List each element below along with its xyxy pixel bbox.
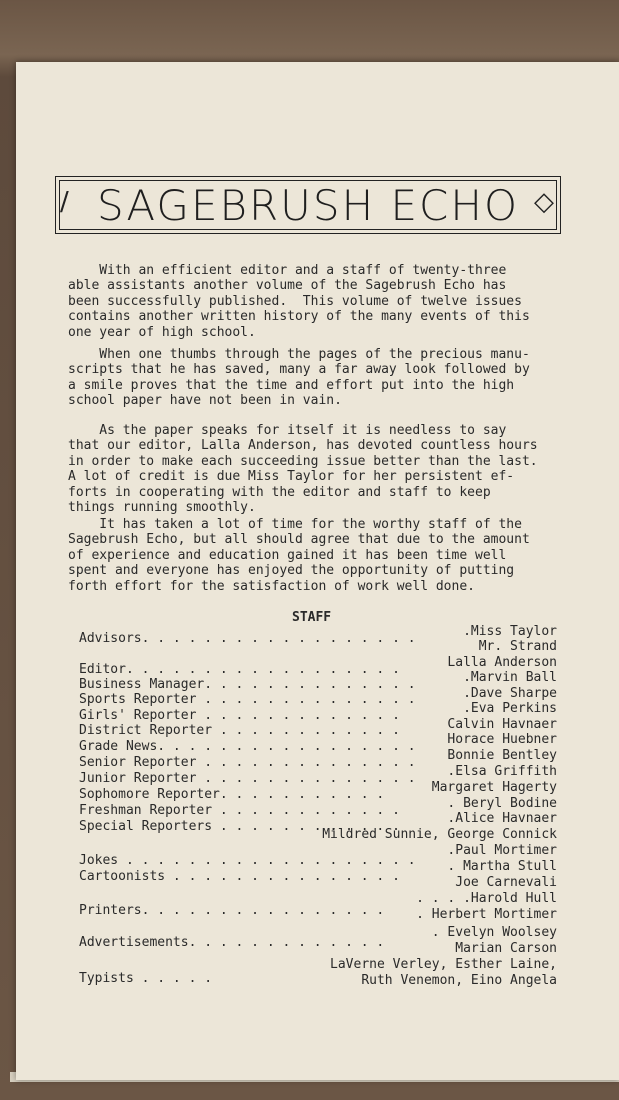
- name-cartoonist: Joe Carnevali: [455, 875, 557, 890]
- role-sports-reporter: Sports Reporter . . . . . . . . . . . . . .: [79, 692, 416, 707]
- role-grade-news: Grade News. . . . . . . . . . . . . . . . .: [79, 739, 416, 754]
- role-printers: Printers. . . . . . . . . . . . . . . .: [79, 903, 385, 918]
- role-special-reporters: Special Reporters . . . . . . . . . . . .: [79, 819, 400, 834]
- name-advisor-1: .Miss Taylor: [463, 624, 557, 639]
- name-sports-reporter: .Dave Sharpe: [463, 686, 557, 701]
- role-cartoonists: Cartoonists . . . . . . . . . . . . . . .: [79, 869, 400, 884]
- role-advisors: Advisors. . . . . . . . . . . . . . . . . .: [79, 631, 416, 646]
- role-freshman-reporter: Freshman Reporter . . . . . . . . . . . .: [79, 803, 400, 818]
- name-typists-2: Ruth Venemon, Eino Angela: [361, 973, 557, 988]
- name-printer-1: . . . .Harold Hull: [416, 891, 557, 906]
- name-jokes-1: .Paul Mortimer: [447, 843, 557, 858]
- role-district-reporter: District Reporter . . . . . . . . . . . .: [79, 723, 400, 738]
- masthead-right-ornament: ◇: [534, 187, 554, 217]
- name-girls-reporter: .Eva Perkins: [463, 701, 557, 716]
- paragraph-2: When one thumbs through the pages of the precious manu- scripts that he has saved, many a far away look followed by a smile proves that the time and effort put into the high school paper have not been in vain.: [68, 347, 530, 409]
- role-business-manager: Business Manager. . . . . . . . . . . . . .: [79, 677, 416, 692]
- name-special-reporter-1: .Alice Havnaer: [447, 811, 557, 826]
- role-typists: Typists . . . . .: [79, 971, 213, 986]
- name-business-manager: .Marvin Ball: [463, 670, 557, 685]
- name-jokes-2: . Martha Stull: [447, 859, 557, 874]
- role-jokes: Jokes . . . . . . . . . . . . . . . . . . .: [79, 853, 416, 868]
- paragraph-3: As the paper speaks for itself it is needless to say that our editor, Lalla Anderson, has devoted countless hours in order to make each succeeding issue better than the last. A lot of credit is due Miss Taylor for her persistent ef- forts in cooperating with the editor and staff to keep things running smoothly.: [68, 423, 538, 516]
- role-senior-reporter: Senior Reporter . . . . . . . . . . . . . .: [79, 755, 416, 770]
- name-editor: Lalla Anderson: [447, 655, 557, 670]
- name-district-reporter: Calvin Havnaer: [447, 717, 557, 732]
- name-typists-1: LaVerne Verley, Esther Laine,: [330, 957, 557, 972]
- paragraph-1: With an efficient editor and a staff of twenty-three able assistants another volume of the Sagebrush Echo has been successfully published. This volume of twelve issues contains another written history of the many events of this one year of high school.: [68, 263, 530, 340]
- role-junior-reporter: Junior Reporter . . . . . . . . . . . . . .: [79, 771, 416, 786]
- role-advertisements: Advertisements. . . . . . . . . . . . .: [79, 935, 385, 950]
- name-special-reporter-2: Mildred Sunnie, George Connick: [322, 827, 557, 842]
- name-freshman-reporter: . Beryl Bodine: [447, 796, 557, 811]
- role-editor: Editor. . . . . . . . . . . . . . . . . .: [79, 662, 400, 677]
- masthead-left-ornament: /: [60, 187, 69, 217]
- masthead-title: SAGEBRUSH ECHO: [96, 181, 520, 230]
- name-printer-2: . Herbert Mortimer: [416, 907, 557, 922]
- paragraph-4: It has taken a lot of time for the worthy staff of the Sagebrush Echo, but all should agree that due to the amount of experience and education gained it has been time well spent and everyone has enjoyed the opportunity of putting forth effort for the satisfaction of work well done.: [68, 517, 530, 594]
- name-advertisement-1: . Evelyn Woolsey: [431, 925, 557, 940]
- name-sophomore-reporter: Margaret Hagerty: [431, 780, 557, 795]
- name-senior-reporter: Bonnie Bentley: [447, 748, 557, 763]
- role-sophomore-reporter: Sophomore Reporter. . . . . . . . . . .: [79, 787, 385, 802]
- name-grade-news: Horace Huebner: [447, 732, 557, 747]
- name-advertisement-2: Marian Carson: [455, 941, 557, 956]
- staff-heading: STAFF: [292, 610, 332, 625]
- role-girls-reporter: Girls' Reporter . . . . . . . . . . . . .: [79, 708, 400, 723]
- masthead-box: [55, 176, 561, 234]
- name-advisor-2: Mr. Strand: [478, 639, 557, 654]
- name-junior-reporter: .Elsa Griffith: [447, 764, 557, 779]
